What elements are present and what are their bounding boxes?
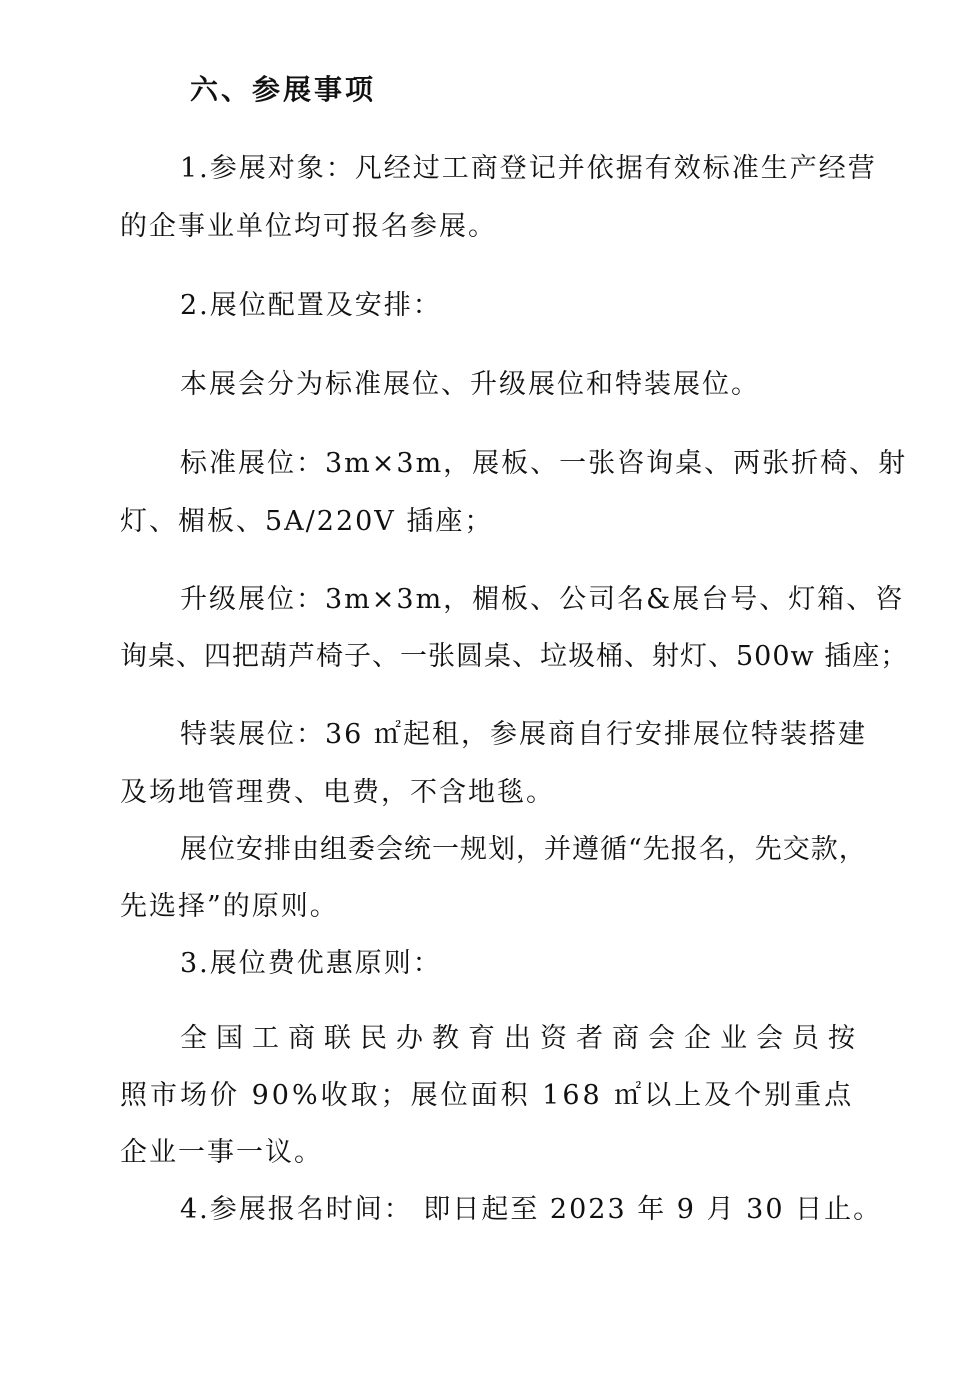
booth-section-title: 2.展位配置及安排：: [180, 290, 442, 321]
upgrade-booth-line-2: 询桌、四把葫芦椅子、一张圆桌、垃圾桶、射灯、500w 插座；: [120, 641, 909, 672]
discount-paragraph-line-3: 企业一事一议。: [120, 1137, 323, 1168]
discount-paragraph-line-1: 全国工商联民办教育出资者商会企业会员按: [180, 1023, 864, 1054]
booth-arrangement-line-2: 先选择”的原则。: [120, 891, 339, 922]
target-paragraph-line-1: 1.参展对象：凡经过工商登记并依据有效标准生产经营: [180, 153, 877, 184]
booth-arrangement-line-1: 展位安排由组委会统一规划，并遵循“先报名，先交款，: [180, 834, 867, 865]
booth-intro-paragraph: 本展会分为标准展位、升级展位和特装展位。: [180, 369, 760, 400]
section-heading: 六、参展事项: [190, 73, 377, 106]
standard-booth-line-2: 灯、楣板、5A/220V 插座；: [120, 506, 494, 537]
discount-section-title: 3.展位费优惠原则：: [180, 948, 442, 979]
registration-time-paragraph: 4.参展报名时间： 即日起至 2023 年 9 月 30 日止。: [180, 1194, 883, 1225]
upgrade-booth-line-1: 升级展位：3m×3m，楣板、公司名&展台号、灯箱、咨: [180, 584, 905, 615]
target-paragraph-line-2: 的企事业单位均可报名参展。: [120, 211, 497, 242]
standard-booth-line-1: 标准展位：3m×3m，展板、一张咨询桌、两张折椅、射: [180, 448, 908, 479]
special-booth-line-1: 特装展位：36 ㎡起租，参展商自行安排展位特装搭建: [180, 719, 867, 750]
discount-paragraph-line-2: 照市场价 90%收取；展位面积 168 ㎡以上及个别重点: [120, 1080, 855, 1111]
special-booth-line-2: 及场地管理费、电费，不含地毯。: [120, 777, 555, 808]
